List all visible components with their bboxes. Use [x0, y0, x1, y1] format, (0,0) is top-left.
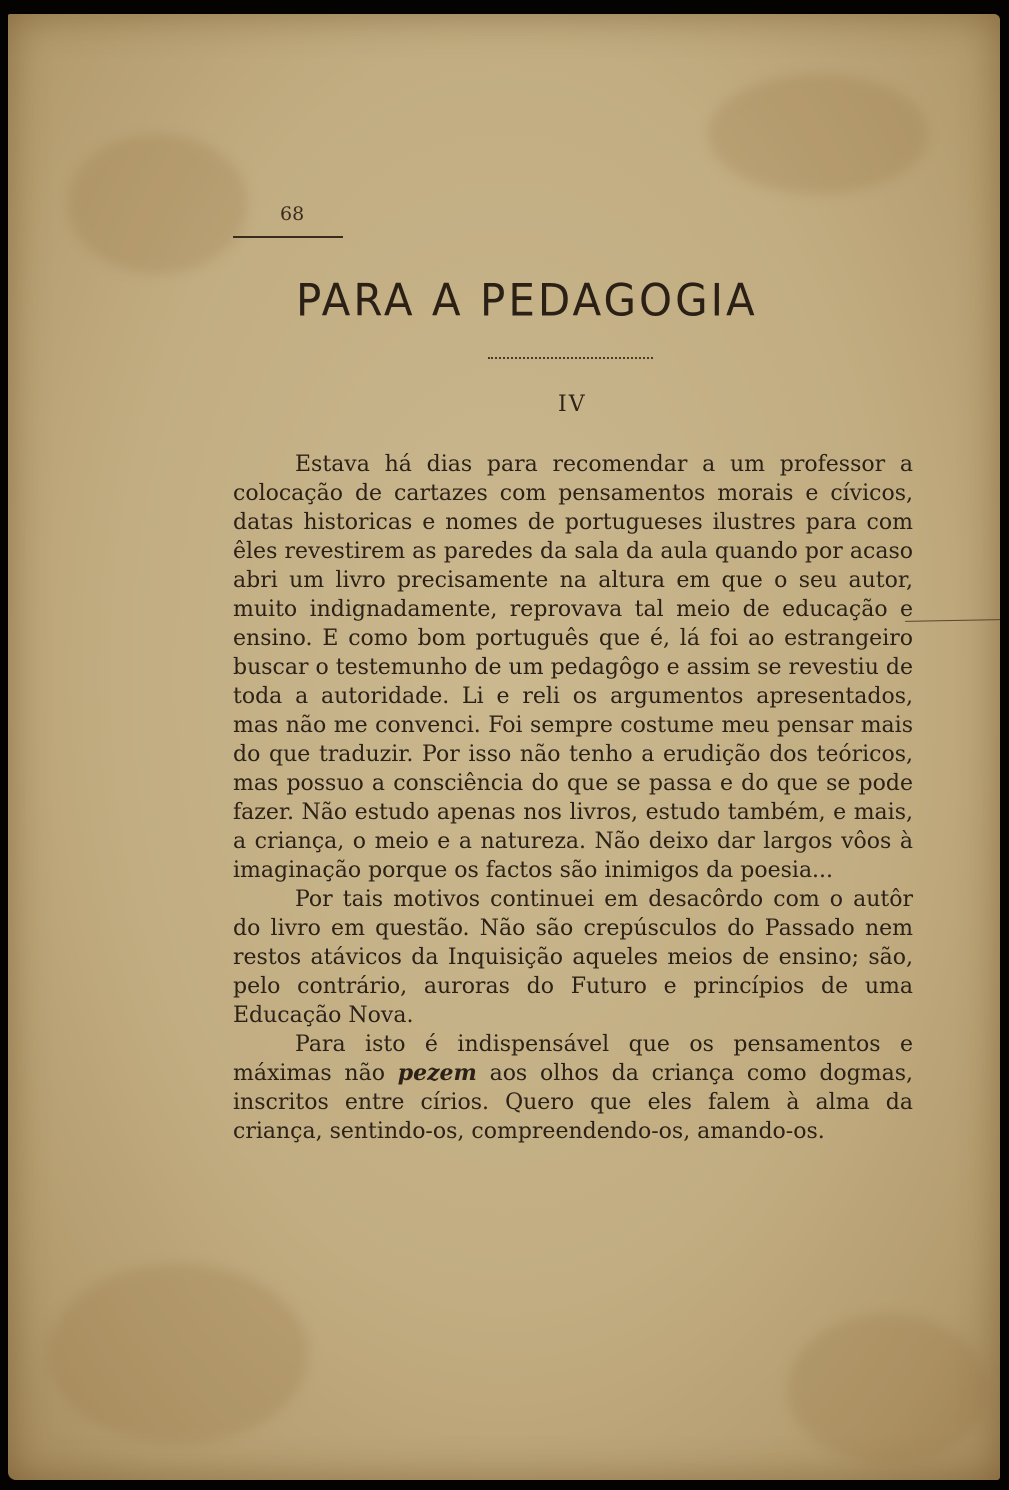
paper-stain [48, 1264, 308, 1444]
paper-stain [788, 1314, 988, 1464]
article-body [233, 450, 913, 1146]
page-number-rule [233, 236, 343, 238]
emphasized-word: pezem [397, 1060, 477, 1086]
paragraph-text: aos olhos da criança como dogmas, inscritos entre círios. Quero que eles falem à alma da criança, sentindo-os, compreendendo-os, amando-os. [233, 1061, 913, 1144]
paragraph: Por tais motivos continuei em desacôrdo com o autôr do livro em questão. Não são crepúsculos do Passado nem restos atávicos da Inquisição aqueles meios de ensino; são, pelo contrário, auroras do Futuro e princípios de uma Educação Nova. [233, 887, 913, 1028]
paper-stain [708, 74, 928, 194]
page-title: PARA A PEDAGOGIA [296, 274, 758, 327]
paragraph: Estava há dias para recomendar a um professor a colocação de cartazes com pensamentos morais e cívicos, datas historicas e nomes de portugueses ilustres para com êles revestirem as paredes da sala da aula quando por acaso abri um livro precisamente na altura em que o seu autor, muito indignadamente, reprovava tal meio de educação e ensino. E como bom português que é, lá foi ao estrangeiro buscar o testemunho de um pedagôgo e assim se revestiu de toda a autoridade. Li e reli os argumentos apresentados, mas não me convenci. Foi sempre costume meu pensar mais do que traduzir. Por isso não tenho a erudição dos teóricos, mas possuo a consciência do que se passa e do que se pode fazer. Não estudo apenas nos livros, estudo também, e mais, a criança, o meio e a natureza. Não deixo dar largos vôos à imaginação porque os factos são inimigos da poesia... [233, 452, 913, 883]
paragraph-text: Para isto é indispensável que os pensamentos e máximas não [233, 1032, 913, 1086]
title-ornament-rule [488, 357, 653, 359]
section-number: IV [558, 392, 587, 417]
paper-stain [68, 134, 248, 274]
paragraph [233, 1030, 913, 1146]
page-number: 68 [280, 203, 305, 225]
